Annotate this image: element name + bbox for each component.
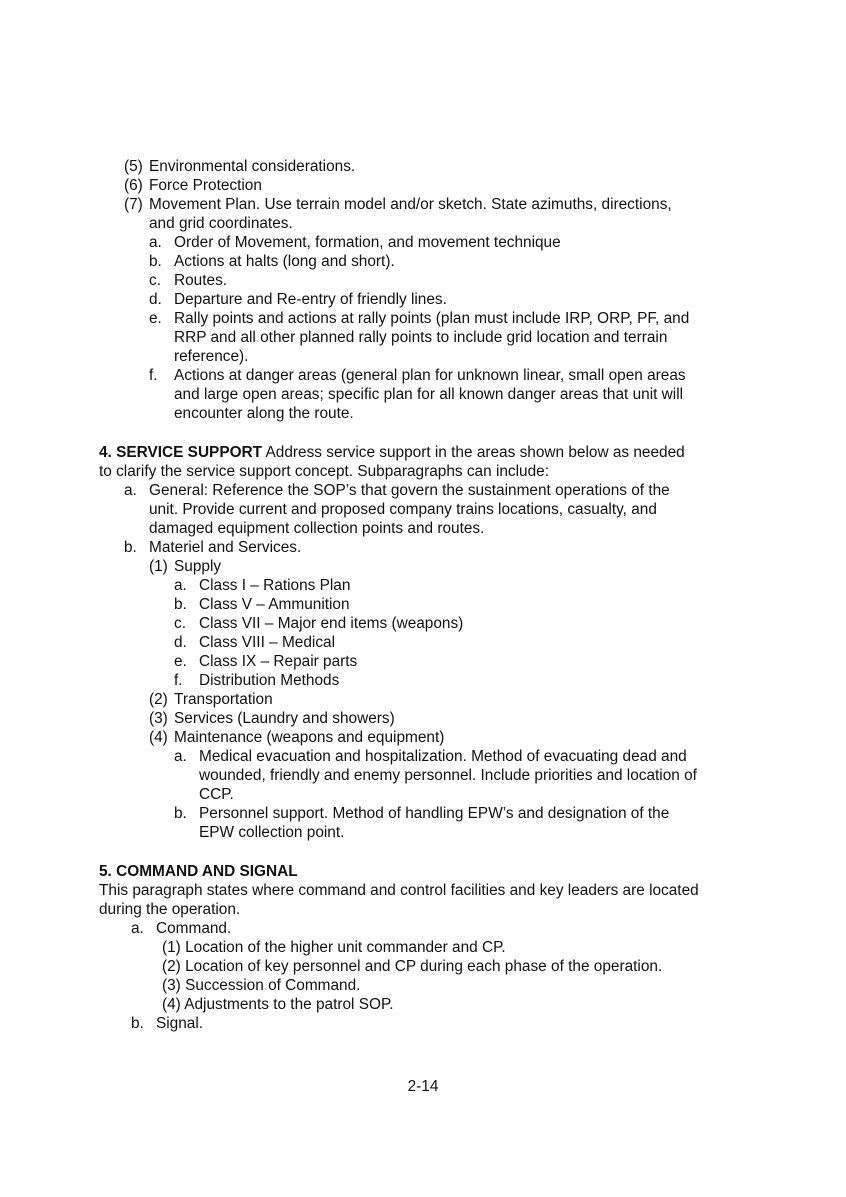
section-5-heading: 5. COMMAND AND SIGNAL (99, 863, 298, 880)
sub-text: Materiel and Services. (149, 539, 302, 556)
sub-text: General: Reference the SOP’s that govern the sustainment operations of the (149, 482, 670, 499)
item-label: (1) (149, 558, 168, 575)
page-number: 2-14 (407, 1078, 439, 1095)
item-label: (4) (149, 729, 168, 746)
command-item: (1) Location of the higher unit commander and CP. (162, 939, 506, 956)
item-label: (5) (124, 158, 143, 175)
sub-text: Order of Movement, formation, and movement technique (174, 234, 561, 251)
sub-label: a. (124, 482, 137, 499)
sub-text: Departure and Re-entry of friendly lines. (174, 291, 447, 308)
sub-label: b. (174, 596, 187, 613)
sub-text: unit. Provide current and proposed company trains locations, casualty, and (149, 501, 657, 518)
sub-label: d. (174, 634, 187, 651)
sub-text: Class IX – Repair parts (199, 653, 358, 670)
section-4-intro (99, 443, 685, 462)
sub-text: damaged equipment collection points and routes. (149, 520, 485, 537)
item-text: Movement Plan. Use terrain model and/or sketch. State azimuths, directions, (149, 196, 672, 213)
sub-label: e. (149, 310, 162, 327)
section-4-intro-text: Address service support in the areas shown below as needed (265, 444, 685, 461)
command-item: (4) Adjustments to the patrol SOP. (162, 996, 394, 1013)
item-text: Environmental considerations. (149, 158, 356, 175)
sub-text: wounded, friendly and enemy personnel. Include priorities and location of (199, 767, 697, 784)
sub-label: a. (174, 748, 187, 765)
sub-label: c. (149, 272, 161, 289)
sub-text: Actions at halts (long and short). (174, 253, 395, 270)
sub-text: Actions at danger areas (general plan for unknown linear, small open areas (174, 367, 686, 384)
sub-text: Class V – Ammunition (199, 596, 350, 613)
section-5-intro-text: during the operation. (99, 901, 241, 918)
section-5-intro-text: This paragraph states where command and control facilities and key leaders are located (99, 882, 699, 899)
item-label: (3) (149, 710, 168, 727)
item-text: Force Protection (149, 177, 262, 194)
sub-text: Medical evacuation and hospitalization. Method of evacuating dead and (199, 748, 687, 765)
sub-text: RRP and all other planned rally points to include grid location and terrain (174, 329, 668, 346)
sub-label: a. (149, 234, 162, 251)
section-4-heading: 4. SERVICE SUPPORT (99, 444, 263, 461)
sub-text: Rally points and actions at rally points (plan must include IRP, ORP, PF, and (174, 310, 690, 327)
sub-text: Personnel support. Method of handling EPW’s and designation of the (199, 805, 670, 822)
sub-text: EPW collection point. (199, 824, 345, 841)
sub-label: a. (131, 920, 144, 937)
item-text: and grid coordinates. (149, 215, 293, 232)
section-4-intro-text: to clarify the service support concept. Subparagraphs can include: (99, 463, 550, 480)
sub-label: f. (174, 672, 183, 689)
command-item: (2) Location of key personnel and CP during each phase of the operation. (162, 958, 663, 975)
sub-label: b. (124, 539, 137, 556)
sub-text: Class VII – Major end items (weapons) (199, 615, 464, 632)
sub-label: d. (149, 291, 162, 308)
sub-text: Distribution Methods (199, 672, 340, 689)
sub-text: Class VIII – Medical (199, 634, 335, 651)
item-text: Transportation (174, 691, 273, 708)
sub-label: b. (149, 253, 162, 270)
item-label: (2) (149, 691, 168, 708)
item-label: (7) (124, 196, 143, 213)
sub-text: CCP. (199, 786, 234, 803)
sub-text: and large open areas; specific plan for all known danger areas that unit will (174, 386, 684, 403)
sub-label: b. (174, 805, 187, 822)
sub-label: c. (174, 615, 186, 632)
sub-text: reference). (174, 348, 249, 365)
sub-label: b. (131, 1015, 144, 1032)
sub-text: encounter along the route. (174, 405, 354, 422)
item-label: (6) (124, 177, 143, 194)
command-item: (3) Succession of Command. (162, 977, 361, 994)
sub-text: Class I – Rations Plan (199, 577, 351, 594)
sub-text: Signal. (156, 1015, 204, 1032)
sub-label: a. (174, 577, 187, 594)
sub-label: f. (149, 367, 158, 384)
item-text: Services (Laundry and showers) (174, 710, 395, 727)
sub-label: e. (174, 653, 187, 670)
item-text: Maintenance (weapons and equipment) (174, 729, 445, 746)
sub-text: Command. (156, 920, 232, 937)
item-text: Supply (174, 558, 222, 575)
sub-text: Routes. (174, 272, 228, 289)
